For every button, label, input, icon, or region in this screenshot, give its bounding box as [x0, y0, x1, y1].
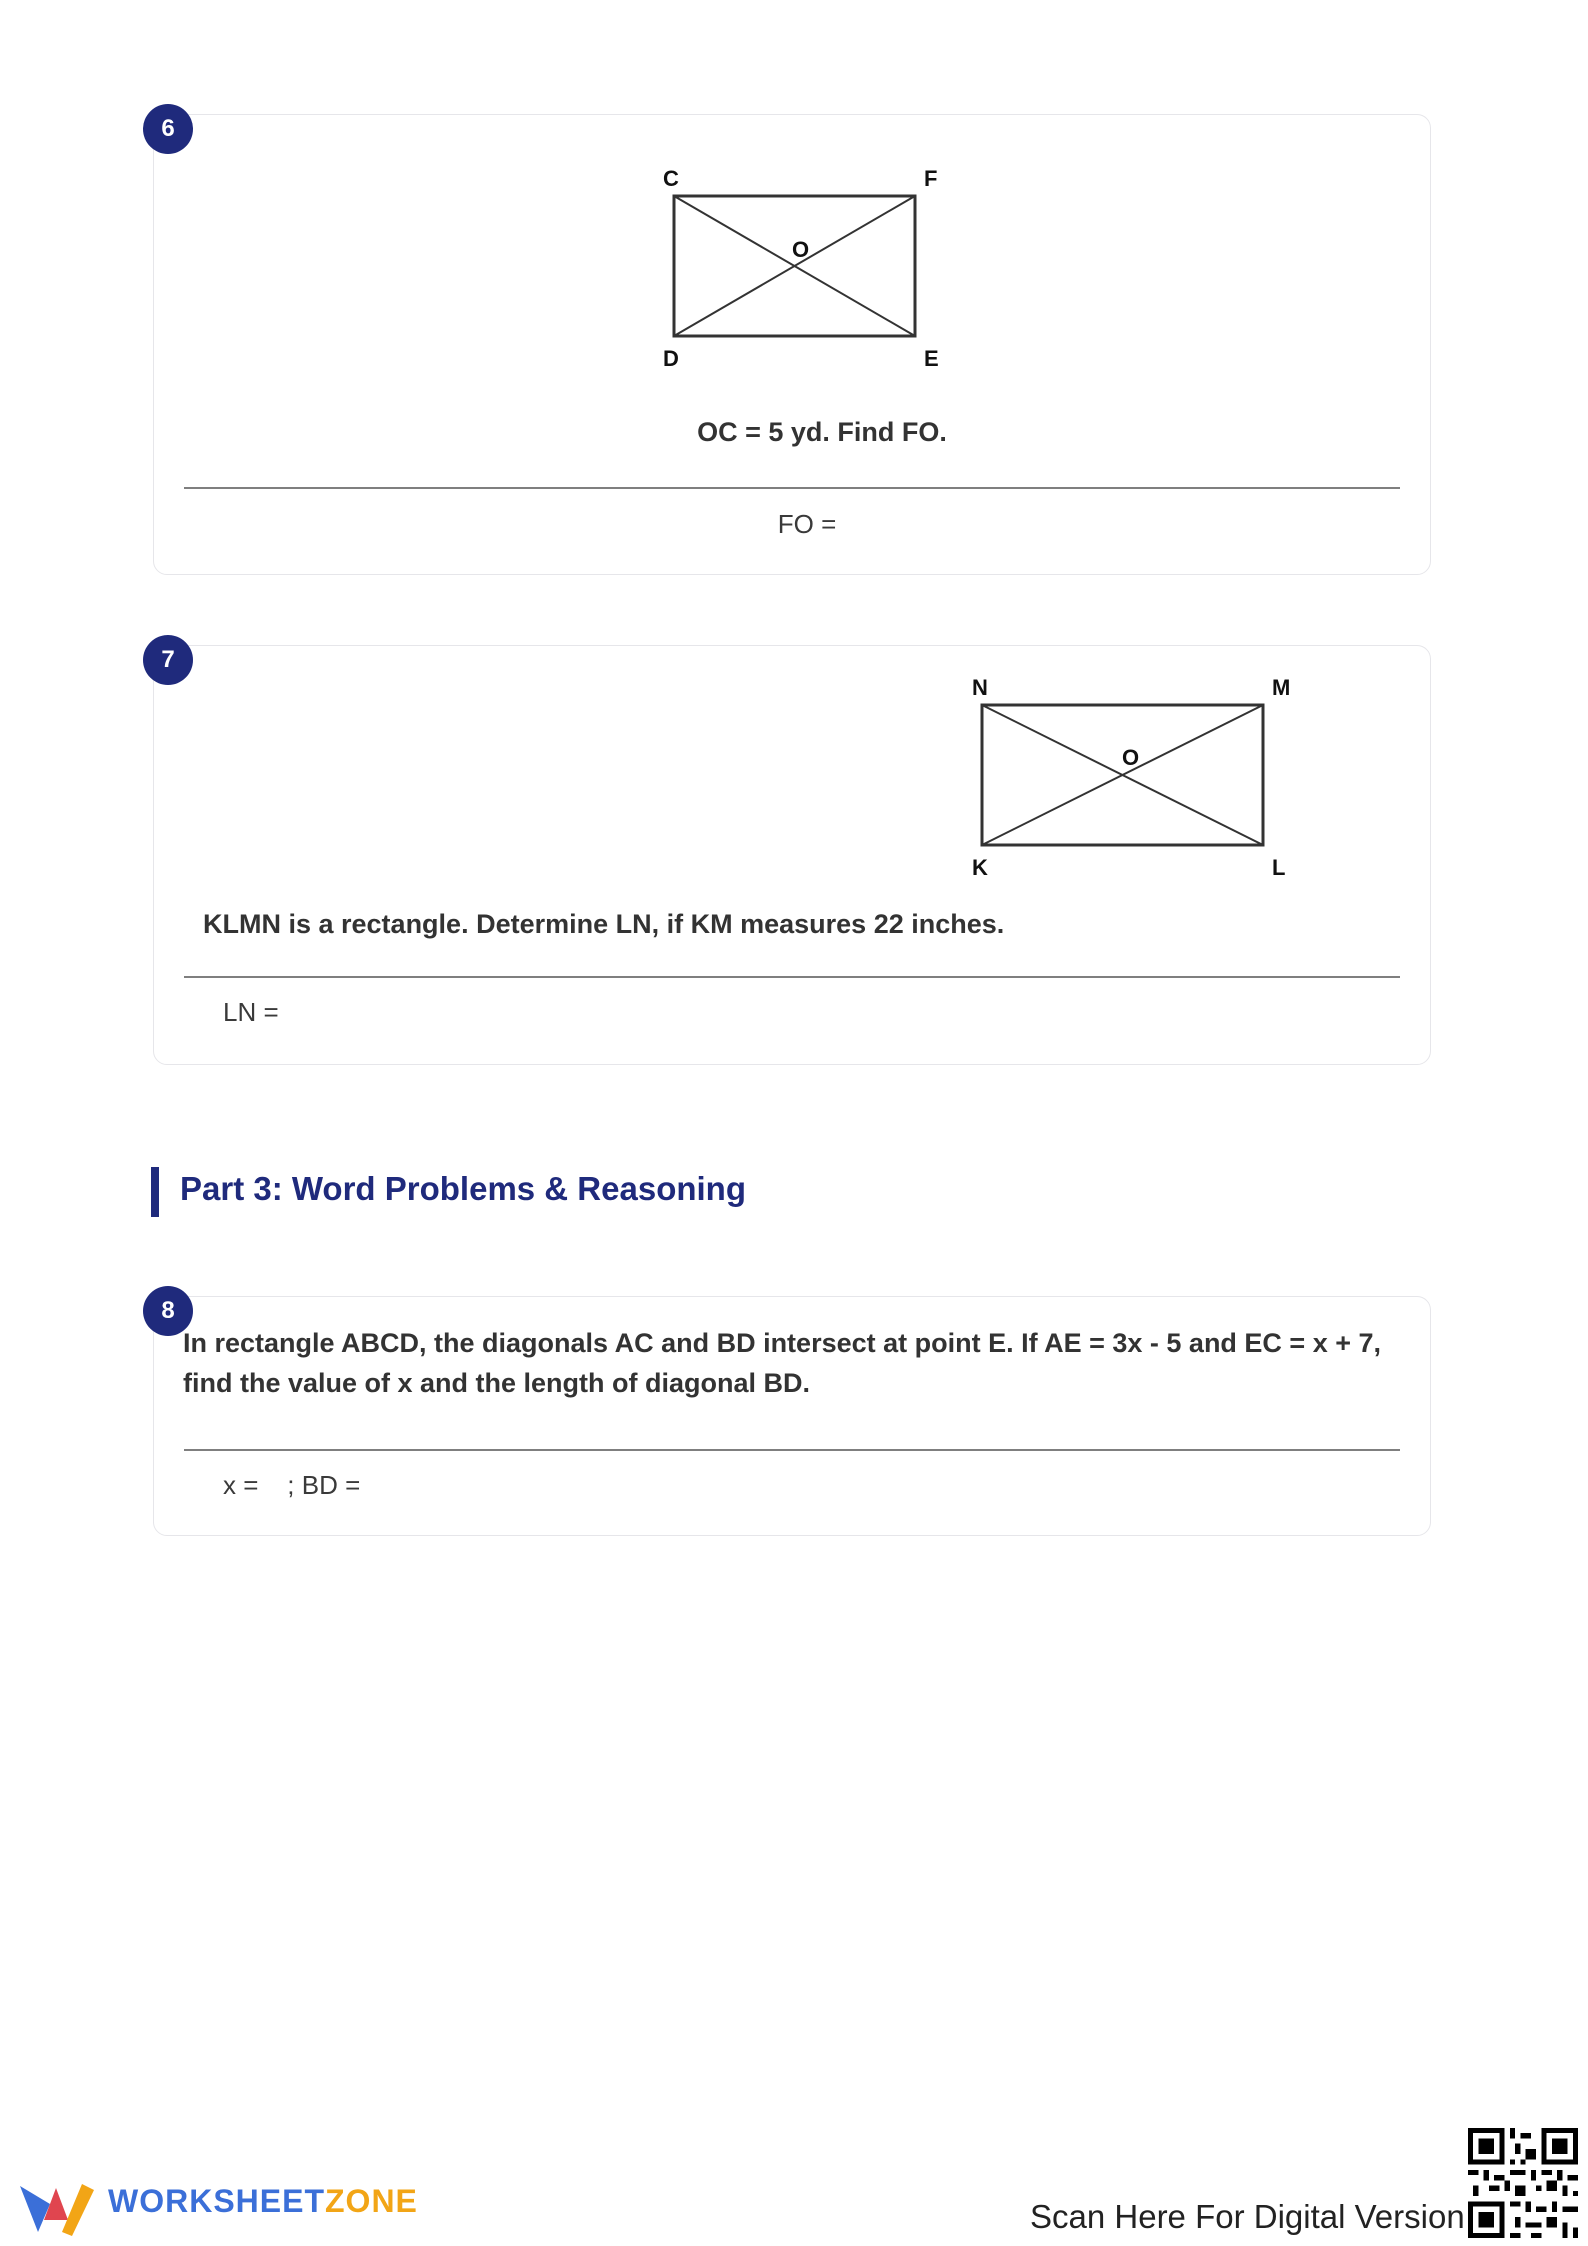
question-card-7	[153, 645, 1431, 1065]
worksheetzone-logo-icon	[16, 2180, 96, 2240]
question-number-badge: 6	[143, 104, 193, 154]
question-text-line-2: find the value of x and the length of diagonal BD.	[183, 1368, 811, 1398]
answer-label: FO =	[777, 509, 837, 539]
vertex-label-c: C	[663, 166, 679, 191]
question-number-badge: 7	[143, 635, 193, 685]
section-accent-bar	[151, 1167, 159, 1217]
brand-worksheet: WORKSHEET	[108, 2183, 325, 2219]
vertex-label-e: E	[924, 346, 939, 371]
vertex-label-n: N	[972, 675, 988, 700]
question-text: OC = 5 yd. Find FO.	[697, 417, 947, 447]
center-label-o: O	[1122, 745, 1140, 770]
worksheetzone-brand	[108, 2183, 418, 2220]
qr-code-icon[interactable]	[1468, 2128, 1578, 2238]
brand-zone: ZONE	[325, 2183, 418, 2219]
answer-label: LN =	[223, 997, 279, 1027]
question-text-line-1: In rectangle ABCD, the diagonals AC and BD intersect at point E. If AE = 3x - 5 and EC = x + 7,	[183, 1328, 1382, 1358]
answer-label: x = ; BD =	[223, 1470, 361, 1500]
rectangle-klmn-diagram	[154, 646, 1432, 896]
center-label-o: O	[792, 237, 810, 262]
question-card-6	[153, 114, 1431, 575]
vertex-label-d: D	[663, 346, 679, 371]
answer-divider	[184, 487, 1400, 489]
answer-divider	[184, 1449, 1400, 1451]
vertex-label-f: F	[924, 166, 938, 191]
answer-divider	[184, 976, 1400, 978]
vertex-label-m: M	[1272, 675, 1291, 700]
vertex-label-l: L	[1272, 855, 1286, 880]
scan-for-digital-text: Scan Here For Digital Version	[1030, 2198, 1465, 2235]
vertex-label-k: K	[972, 855, 988, 880]
rectangle-cdef-diagram	[154, 115, 1432, 415]
question-number-badge: 8	[143, 1286, 193, 1336]
section-title: Part 3: Word Problems & Reasoning	[180, 1170, 746, 1207]
question-text: KLMN is a rectangle. Determine LN, if KM measures 22 inches.	[203, 909, 1005, 939]
question-card-8	[153, 1296, 1431, 1536]
